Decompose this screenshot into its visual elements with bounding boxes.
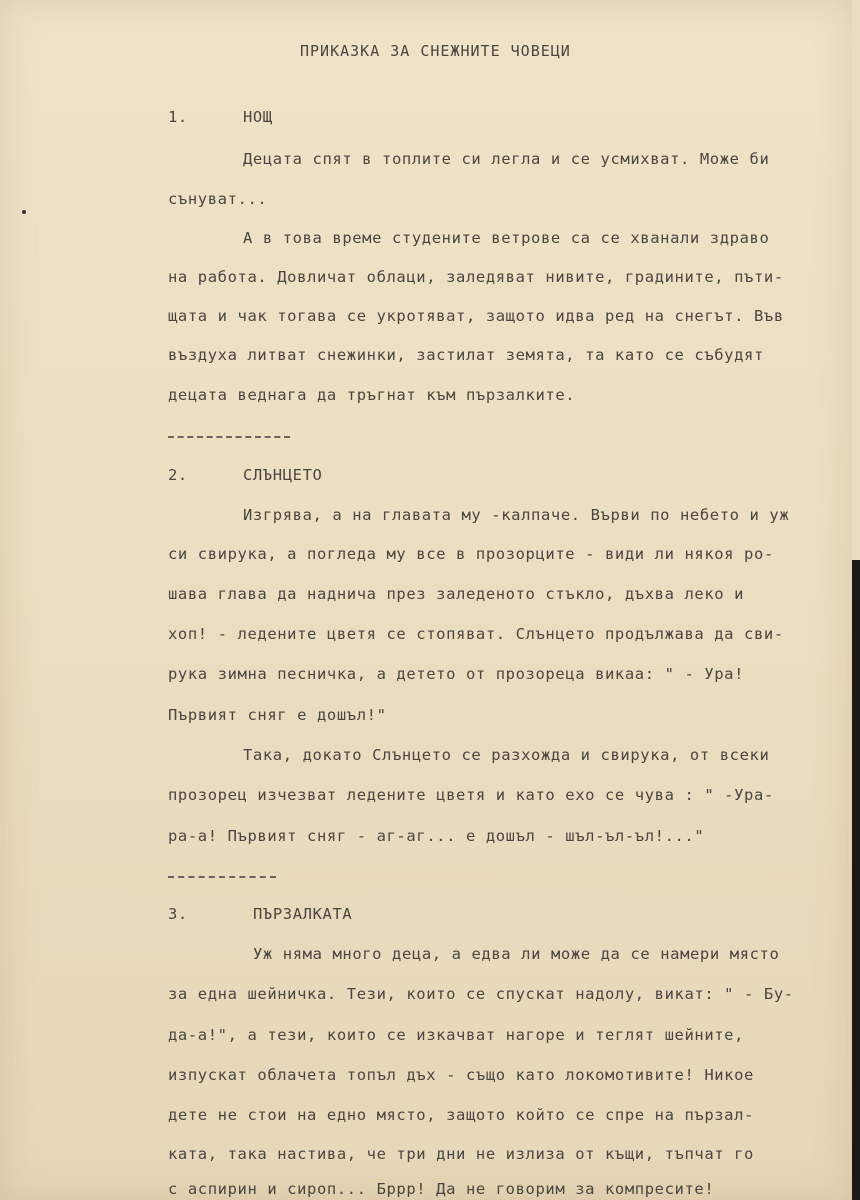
section-2-line-8: прозорец изчезват ледените цветя и като ехо се чува : " -Ура-	[168, 786, 774, 804]
section-1-heading: НОЩ	[243, 108, 273, 126]
section-1-number: 1.	[168, 108, 188, 126]
section-1-line-6: въздуха литват снежинки, застилат земята, та като се събудят	[168, 346, 764, 364]
section-2-line-4: хоп! - ледените цветя се стопяват. Слънцето продължава да сви-	[168, 625, 784, 643]
section-3-heading: ПЪРЗАЛКАТА	[253, 905, 353, 923]
section-1-line-1: Децата спят в топлите си легла и се усмихват. Може би	[243, 150, 770, 168]
section-1-line-3: А в това време студените ветрове са се хванали здраво	[243, 229, 770, 247]
section-divider-1	[168, 436, 290, 438]
section-2-line-7: Така, докато Слънцето се разхожда и свирука, от всеки	[243, 746, 770, 764]
section-3-number: 3.	[168, 905, 188, 923]
section-2-number: 2.	[168, 466, 188, 484]
section-1-line-7: децата веднага да тръгнат към пързалките.	[168, 386, 576, 404]
section-divider-2	[168, 876, 276, 878]
section-3-line-7: с аспирин и сироп... Бррр! Да не говорим за компресите!	[168, 1180, 715, 1198]
section-3-line-5: дете не стои на едно място, защото който се спре на пързал-	[168, 1106, 754, 1124]
section-1-line-4: на работа. Довличат облаци, заледяват нивите, градините, пъти-	[168, 268, 784, 286]
section-1-line-2: сънуват...	[168, 190, 268, 208]
section-3-line-1: Уж няма много деца, а едва ли може да се намери място	[253, 945, 780, 963]
section-3-line-2: за една шейничка. Тези, които се спускат надолу, викат: " - Бу-	[168, 985, 794, 1003]
section-2-line-2: си свирука, а погледа му все в прозорците - види ли някоя ро-	[168, 545, 774, 563]
section-2-heading: СЛЪНЦЕТО	[243, 466, 323, 484]
section-2-line-1: Изгрява, а на главата му -калпаче. Върви по небето и уж	[243, 506, 790, 524]
section-2-line-3: шава глава да надничa през заледеното стъкло, дъхва леко и	[168, 585, 745, 603]
document-title: ПРИКАЗКА ЗА СНЕЖНИТЕ ЧОВЕЦИ	[300, 42, 571, 60]
section-3-line-4: изпускат облачета топъл дъх - също като локомотивите! Никое	[168, 1066, 754, 1084]
section-3-line-3: да-а!", а тези, които се изкачват нагоре и теглят шейните,	[168, 1026, 745, 1044]
section-2-line-5: рука зимна песничка, а детето от прозореца викаа: " - Ура!	[168, 665, 745, 683]
section-1-line-5: щата и чак тогава се укротяват, защото идва ред на снегът. Във	[168, 307, 784, 325]
section-3-line-6: ката, така настива, че три дни не излиза от къщи, тъпчат го	[168, 1145, 754, 1163]
section-2-line-6: Първият сняг е дошъл!"	[168, 706, 387, 724]
section-2-line-9: ра-а! Първият сняг - аг-аг... е дошъл - шъл-ъл-ъл!..."	[168, 827, 705, 845]
